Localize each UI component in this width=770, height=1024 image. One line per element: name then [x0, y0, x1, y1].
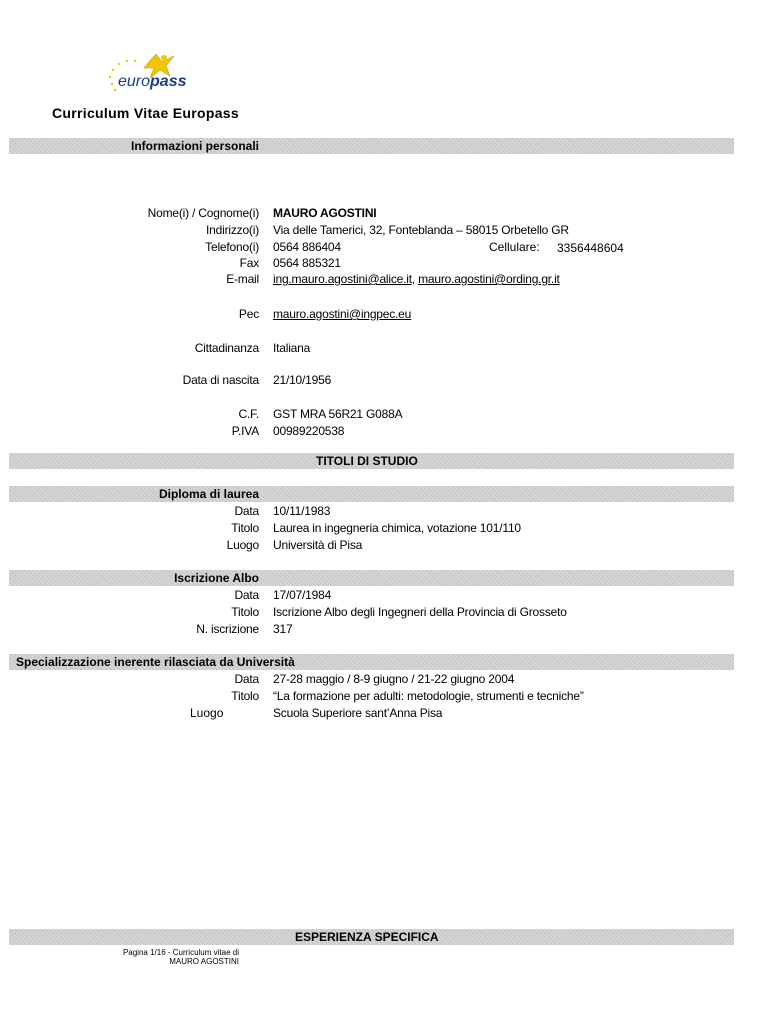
spec-place-value: Scuola Superiore sant’Anna Pisa: [273, 706, 443, 720]
birth-value: 21/10/1956: [273, 373, 332, 387]
subsection-header-specialization: Specializzazione inerente rilasciata da Università: [16, 655, 295, 669]
piva-value: 00989220538: [273, 424, 345, 438]
albo-title-value: Iscrizione Albo degli Ingegneri della Provincia di Grosseto: [273, 605, 567, 619]
logo-text-euro: euro: [118, 73, 151, 90]
degree-title-label: Titolo: [231, 521, 259, 535]
albo-title-label: Titolo: [231, 605, 259, 619]
albo-date-value: 17/07/1984: [273, 588, 332, 602]
logo-text-pass: pass: [150, 73, 187, 90]
fax-value: 0564 885321: [273, 256, 341, 270]
email-link-1[interactable]: ing.mauro.agostini@alice.it,: [273, 272, 415, 286]
albo-date-label: Data: [234, 588, 259, 602]
albo-number-value: 317: [273, 622, 293, 636]
email-values: [273, 271, 560, 287]
email-link-2[interactable]: mauro.agostini@ording.gr.it: [418, 272, 560, 286]
footer-name-line: MAURO AGOSTINI: [169, 957, 239, 966]
spec-title-value: “La formazione per adulti: metodologie, strumenti e tecniche”: [273, 689, 584, 703]
citizenship-value: Italiana: [273, 341, 311, 355]
degree-place-value: Università di Pisa: [273, 538, 363, 552]
europass-logo: [104, 50, 194, 96]
cf-value: GST MRA 56R21 G088A: [273, 407, 403, 421]
phone-label: Telefono(i): [205, 240, 259, 254]
spec-place-label: Luogo: [190, 706, 224, 720]
mobile-value: 3356448604: [557, 241, 624, 255]
mobile-label: Cellulare:: [489, 240, 540, 254]
section-header-experience: ESPERIENZA SPECIFICA: [295, 930, 439, 944]
email-label: E-mail: [226, 272, 259, 286]
pec-link[interactable]: mauro.agostini@ingpec.eu: [273, 307, 412, 321]
degree-place-label: Luogo: [226, 538, 259, 552]
page-footer: [123, 948, 239, 966]
piva-label: P.IVA: [231, 424, 259, 438]
citizenship-label: Cittadinanza: [194, 341, 259, 355]
pec-label: Pec: [238, 307, 259, 321]
degree-title-value: Laurea in ingegneria chimica, votazione 101/110: [273, 521, 521, 535]
subsection-bar-degree: [9, 486, 734, 502]
spec-title-label: Titolo: [231, 689, 259, 703]
spec-date-value: 27-28 maggio / 8-9 giugno / 21-22 giugno 2004: [273, 672, 515, 686]
address-label: Indirizzo(i): [206, 223, 259, 237]
spec-date-label: Data: [234, 672, 259, 686]
name-value: MAURO AGOSTINI: [273, 206, 377, 220]
subsection-header-albo: Iscrizione Albo: [174, 571, 259, 585]
section-bar-personal: [9, 138, 734, 154]
degree-date-label: Data: [234, 504, 259, 518]
section-header-studies: TITOLI DI STUDIO: [316, 454, 418, 468]
document-title: Curriculum Vitae Europass: [52, 105, 239, 121]
name-label: Nome(i) / Cognome(i): [147, 206, 259, 220]
subsection-bar-albo: [9, 570, 734, 586]
fax-label: Fax: [239, 256, 259, 270]
birth-label: Data di nascita: [182, 373, 259, 387]
footer-page-line: Pagina 1/16 - Curriculum vitae di: [122, 948, 239, 957]
phone-value: 0564 886404: [273, 240, 341, 254]
address-value: Via delle Tamerici, 32, Fonteblanda – 58015 Orbetello GR: [273, 223, 569, 237]
subsection-header-degree: Diploma di laurea: [158, 487, 259, 501]
albo-number-label: N. iscrizione: [196, 622, 259, 636]
degree-date-value: 10/11/1983: [273, 504, 331, 518]
section-header-personal: Informazioni personali: [130, 139, 259, 153]
cf-label: C.F.: [238, 407, 259, 421]
